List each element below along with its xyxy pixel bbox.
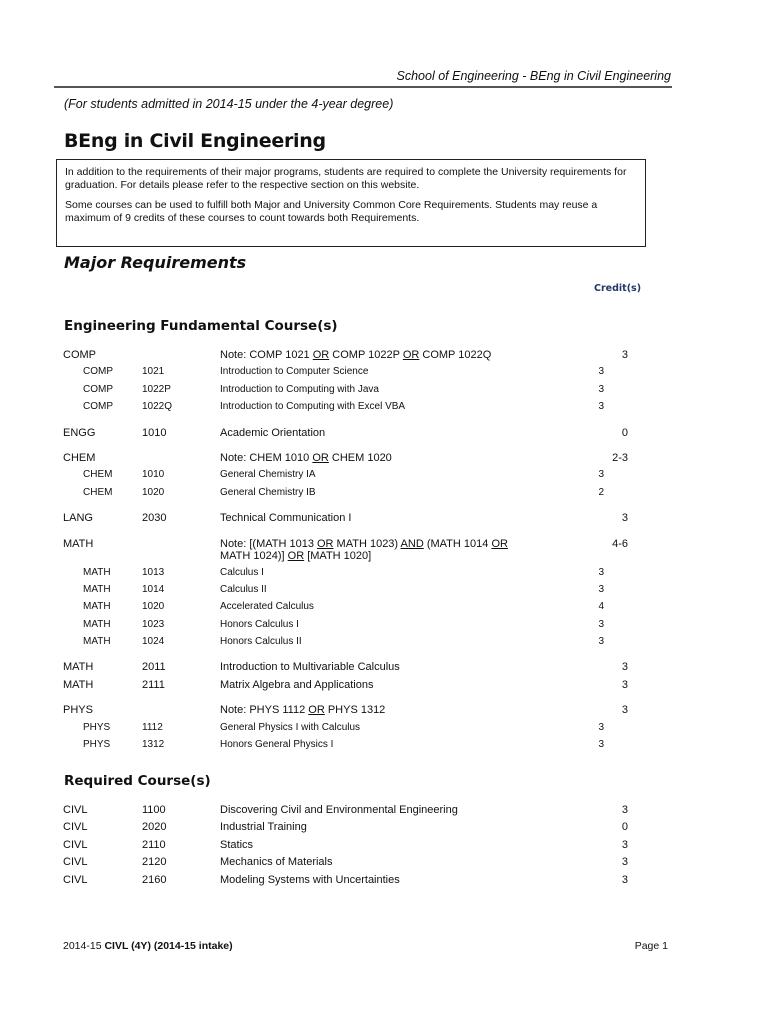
course-credits: 0	[621, 821, 628, 834]
course-credits: 3	[598, 566, 604, 578]
course-credits: 3	[598, 721, 604, 733]
course-number: 2120	[142, 856, 167, 869]
course-subject: MATH	[83, 583, 111, 595]
course-credits: 4-6	[612, 537, 628, 550]
course-title: Technical Communication I	[220, 512, 352, 525]
course-subject: PHYS	[63, 704, 93, 717]
course-row	[0, 427, 768, 444]
course-number: 2030	[142, 512, 167, 525]
course-credits: 2	[598, 486, 604, 498]
running-header: School of Engineering - BEng in Civil Engineering	[396, 69, 671, 83]
course-credits: 3	[621, 661, 628, 674]
course-subject: CIVL	[63, 804, 88, 816]
footer	[63, 940, 233, 952]
course-row	[0, 636, 768, 653]
course-row	[0, 704, 768, 721]
course-row	[0, 487, 768, 504]
course-subject: MATH	[83, 636, 111, 648]
footer-program: CIVL (4Y) (2014-15 intake)	[104, 940, 233, 952]
course-credits: 3	[621, 704, 628, 717]
course-number: 1023	[142, 618, 165, 630]
course-title: Note: [(MATH 1013 OR MATH 1023) AND (MATH 1014 OR MATH 1024)] OR [MATH 1020]	[220, 537, 508, 562]
course-subject: CIVL	[63, 821, 88, 834]
course-title: Honors Calculus I	[220, 618, 299, 630]
course-title: Note: PHYS 1112 OR PHYS 1312	[220, 704, 386, 717]
course-row	[0, 349, 768, 366]
course-row	[0, 874, 768, 891]
course-row	[0, 401, 768, 418]
course-title: Note: CHEM 1010 OR CHEM 1020	[220, 451, 392, 464]
section-heading: Engineering Fundamental Course(s)	[64, 318, 338, 334]
course-credits: 3	[598, 636, 604, 648]
course-title: Note: COMP 1021 OR COMP 1022P OR COMP 1022Q	[220, 349, 492, 361]
course-number: 2011	[142, 661, 166, 674]
course-number: 1014	[142, 583, 165, 595]
course-subject: CIVL	[63, 838, 88, 851]
course-title: Introduction to Computing with Java	[220, 383, 379, 395]
course-title: Academic Orientation	[220, 426, 326, 439]
course-number: 1020	[142, 486, 165, 498]
course-list	[0, 804, 768, 891]
course-credits: 3	[598, 583, 604, 595]
course-subject: ENGG	[63, 426, 96, 439]
course-row	[0, 384, 768, 401]
course-credits: 0	[621, 426, 628, 439]
course-row	[0, 567, 768, 584]
course-number: 1020	[142, 601, 165, 613]
course-credits: 3	[598, 383, 604, 395]
course-title: Honors Calculus II	[220, 636, 302, 648]
course-credits: 3	[598, 739, 604, 751]
course-title: Matrix Algebra and Applications	[220, 678, 374, 691]
course-subject: CHEM	[63, 451, 96, 464]
course-number: 2160	[142, 873, 167, 886]
course-number: 1021	[142, 366, 165, 378]
course-subject: COMP	[63, 349, 96, 361]
course-title: Accelerated Calculus	[220, 601, 314, 613]
course-row	[0, 601, 768, 618]
course-row	[0, 619, 768, 636]
course-title: General Chemistry IB	[220, 486, 316, 498]
course-subject: MATH	[83, 618, 111, 630]
course-title: Mechanics of Materials	[220, 856, 333, 869]
course-title: Introduction to Multivariable Calculus	[220, 661, 400, 674]
course-title: Modeling Systems with Uncertainties	[220, 873, 400, 886]
course-row	[0, 722, 768, 739]
course-row	[0, 584, 768, 601]
course-subject: MATH	[83, 566, 111, 578]
page-number: Page 1	[634, 940, 668, 952]
course-subject: MATH	[83, 601, 111, 613]
course-subject: LANG	[63, 512, 93, 525]
header-rule	[54, 86, 672, 88]
course-number: 2020	[142, 821, 167, 834]
section-heading: Required Course(s)	[64, 773, 211, 789]
course-subject: CHEM	[83, 469, 113, 481]
info-paragraph: Some courses can be used to fulfill both Major and University Common Core Requirements. Students may reuse a maximum of 9 credits of these courses to count towards both Requirements.	[65, 199, 598, 224]
course-title: Introduction to Computing with Excel VBA	[220, 401, 406, 413]
course-number: 2110	[142, 838, 166, 851]
course-credits: 3	[598, 366, 604, 378]
course-row	[0, 512, 768, 529]
course-number: 1100	[142, 804, 166, 816]
course-credits: 3	[621, 349, 628, 361]
course-credits: 3	[598, 618, 604, 630]
course-credits: 3	[621, 678, 628, 691]
course-number: 1022P	[142, 383, 171, 395]
course-subject: COMP	[83, 366, 113, 378]
course-title: Discovering Civil and Environmental Engineering	[220, 804, 458, 816]
credits-column-label: Credit(s)	[594, 283, 642, 294]
course-subject: MATH	[63, 661, 94, 674]
course-title: Calculus I	[220, 566, 264, 578]
course-number: 1024	[142, 636, 165, 648]
course-credits: 3	[621, 804, 628, 816]
course-title: Statics	[220, 838, 254, 851]
course-credits: 3	[621, 512, 628, 525]
course-number: 1022Q	[142, 401, 173, 413]
course-credits: 3	[621, 856, 628, 869]
course-subject: CIVL	[63, 873, 88, 886]
footer-year: 2014-15	[63, 940, 105, 952]
course-credits: 4	[598, 601, 604, 613]
course-credits: 3	[621, 873, 628, 886]
course-title: Calculus II	[220, 583, 267, 595]
course-row	[0, 856, 768, 873]
course-row	[0, 839, 768, 856]
major-requirements-heading: Major Requirements	[64, 253, 247, 272]
course-credits: 2-3	[612, 451, 628, 464]
info-paragraph: In addition to the requirements of their major programs, students are required to complete the University requirements for graduation. For details please refer to the respective section on this website.	[65, 166, 627, 191]
course-subject: PHYS	[83, 739, 111, 751]
course-row	[0, 739, 768, 756]
course-number: 1112	[142, 721, 163, 733]
course-row	[0, 679, 768, 696]
page-title: BEng in Civil Engineering	[64, 130, 326, 152]
course-subject: MATH	[63, 537, 94, 550]
course-title: Introduction to Computer Science	[220, 366, 369, 378]
course-number: 2111	[142, 678, 165, 691]
course-title: Industrial Training	[220, 821, 307, 834]
course-credits: 3	[621, 838, 628, 851]
course-subject: CHEM	[83, 486, 113, 498]
course-credits: 3	[598, 401, 604, 413]
course-row	[0, 469, 768, 486]
course-subject: PHYS	[83, 721, 111, 733]
course-subject: MATH	[63, 678, 94, 691]
course-row	[0, 661, 768, 678]
course-row	[0, 538, 768, 567]
course-credits: 3	[598, 469, 604, 481]
course-number: 1013	[142, 566, 165, 578]
course-title: General Chemistry IA	[220, 469, 316, 481]
course-row	[0, 366, 768, 383]
course-title: Honors General Physics I	[220, 739, 334, 751]
course-row	[0, 821, 768, 838]
course-number: 1010	[142, 469, 165, 481]
course-number: 1010	[142, 426, 167, 439]
admission-note: (For students admitted in 2014-15 under the 4-year degree)	[64, 97, 394, 111]
course-title: General Physics I with Calculus	[220, 721, 361, 733]
course-number: 1312	[142, 739, 165, 751]
course-list	[0, 349, 768, 756]
course-row	[0, 452, 768, 469]
info-box	[56, 159, 646, 247]
course-subject: CIVL	[63, 856, 88, 869]
course-subject: COMP	[83, 401, 113, 413]
course-subject: COMP	[83, 383, 113, 395]
course-row	[0, 804, 768, 821]
